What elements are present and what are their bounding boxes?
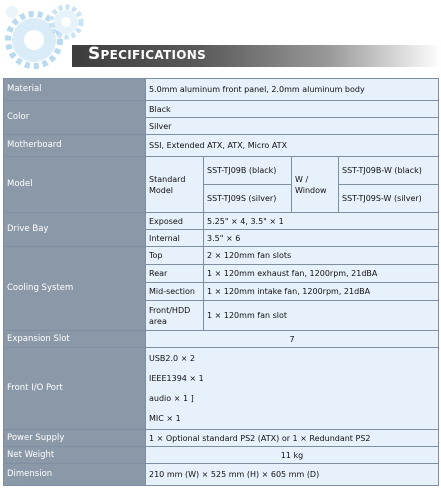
table-row — [4, 430, 439, 447]
row-label-model: Model — [4, 157, 146, 213]
page-header — [0, 0, 441, 76]
model-window-black: SST-TJ09B-W (black) — [339, 157, 439, 185]
color-value-silver: Silver — [146, 118, 439, 135]
cooling-top-value: 2 × 120mm fan slots — [204, 247, 439, 265]
row-label-expansion: Expansion Slot — [4, 331, 146, 348]
model-window-label: W / Window — [292, 157, 339, 213]
front-io-ieee1394: IEEE1394 × 1 — [149, 373, 204, 383]
cooling-front-value: 1 × 120mm fan slot — [204, 301, 439, 331]
row-label-drive-bay: Drive Bay — [4, 213, 146, 247]
table-row — [4, 157, 439, 185]
model-standard-black: SST-TJ09B (black) — [204, 157, 292, 185]
table-row — [4, 447, 439, 464]
row-label-color: Color — [4, 101, 146, 135]
front-io-usb: USB2.0 × 2 — [149, 353, 196, 363]
model-window-silver: SST-TJ09S-W (silver) — [339, 185, 439, 213]
row-label-cooling: Cooling System — [4, 247, 146, 331]
cooling-mid-label: Mid-section — [146, 283, 204, 301]
table-row — [4, 135, 439, 157]
title-initial: S — [88, 44, 101, 64]
drive-bay-exposed-value: 5.25" × 4, 3.5" × 1 — [204, 213, 439, 230]
row-label-power: Power Supply — [4, 430, 146, 447]
model-standard-label: Standard Model — [146, 157, 204, 213]
table-row — [4, 101, 439, 118]
weight-value: 11 kg — [146, 447, 439, 464]
table-row — [4, 247, 439, 265]
table-row — [4, 464, 439, 486]
model-standard-silver: SST-TJ09S (silver) — [204, 185, 292, 213]
row-label-material: Material — [4, 79, 146, 101]
power-value: 1 × Optional standard PS2 (ATX) or 1 × Redundant PS2 — [146, 430, 439, 447]
color-value-black: Black — [146, 101, 439, 118]
drive-bay-internal-value: 3.5" × 6 — [204, 230, 439, 247]
table-row — [4, 331, 439, 348]
table-row — [4, 213, 439, 230]
table-row — [4, 79, 439, 101]
spec-table — [3, 78, 439, 486]
table-row — [4, 348, 439, 430]
front-io-audio: audio × 1 ] — [149, 393, 194, 403]
motherboard-value: SSI, Extended ATX, ATX, Micro ATX — [146, 135, 439, 157]
expansion-value: 7 — [146, 331, 439, 348]
row-label-dimension: Dimension — [4, 464, 146, 486]
row-label-front-io: Front I/O Port — [4, 348, 146, 430]
row-label-weight: Net Weight — [4, 447, 146, 464]
title-rest: PECIFICATIONS — [100, 48, 207, 62]
cooling-rear-value: 1 × 120mm exhaust fan, 1200rpm, 21dBA — [204, 265, 439, 283]
front-io-mic: MIC × 1 — [149, 413, 181, 423]
cooling-top-label: Top — [146, 247, 204, 265]
cooling-rear-label: Rear — [146, 265, 204, 283]
page-title — [88, 44, 206, 64]
cooling-front-label: Front/HDD area — [146, 301, 204, 331]
drive-bay-exposed-label: Exposed — [146, 213, 204, 230]
dimension-value: 210 mm (W) × 525 mm (H) × 605 mm (D) — [146, 464, 439, 486]
cooling-mid-value: 1 × 120mm intake fan, 1200rpm, 21dBA — [204, 283, 439, 301]
front-io-value — [146, 348, 439, 430]
drive-bay-internal-label: Internal — [146, 230, 204, 247]
material-value: 5.0mm aluminum front panel, 2.0mm aluminum body — [146, 79, 439, 101]
row-label-motherboard: Motherboard — [4, 135, 146, 157]
